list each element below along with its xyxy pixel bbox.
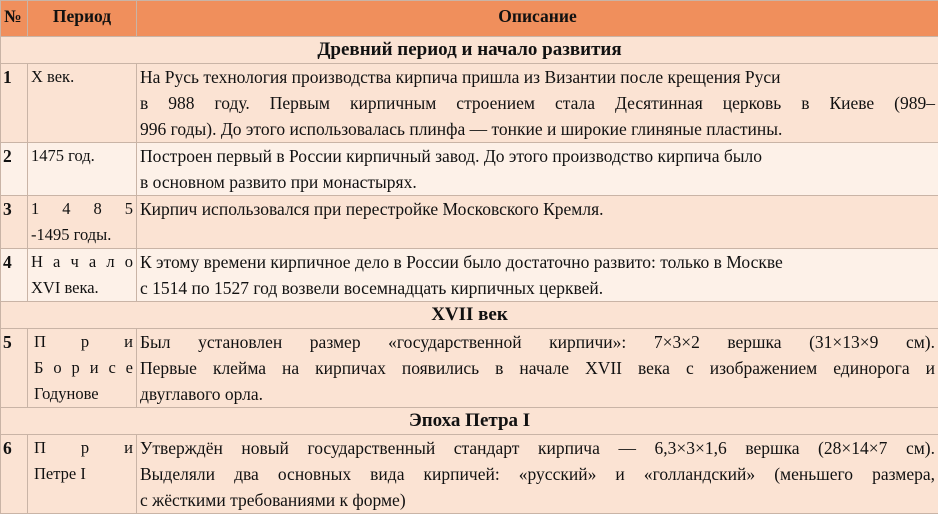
section-row bbox=[1, 302, 938, 329]
row-period bbox=[28, 435, 137, 514]
section-ancient: Древний период и начало развития bbox=[1, 37, 938, 64]
desc-line: Выделяли два основных вида кирпичей: «русский» и «голландский» (меньшего размера, bbox=[140, 461, 935, 487]
desc-line: Был установлен размер «государственной кирпичи»: 7×3×2 вершка (31×13×9 см). bbox=[140, 329, 935, 355]
desc-line: Утверждён новый государственный стандарт кирпича — 6,3×3×1,6 вершка (28×14×7 см). bbox=[140, 435, 935, 461]
period-line: Н а ч а л о bbox=[31, 249, 133, 275]
desc-line: с жёсткими требованиями к форме) bbox=[140, 487, 935, 513]
row-description bbox=[137, 143, 938, 196]
desc-line: в 988 году. Первым кирпичным строением стала Десятинная церковь в Киеве (989– bbox=[140, 90, 935, 116]
row-period bbox=[28, 249, 137, 302]
period-line: 1 4 8 5 bbox=[31, 196, 133, 222]
header-period: Период bbox=[28, 1, 137, 37]
row-num: 4 bbox=[1, 249, 28, 302]
period-line: П р и bbox=[34, 329, 133, 355]
section-row bbox=[1, 37, 938, 64]
desc-line: Построен первый в России кирпичный завод. До этого производство кирпича было bbox=[140, 143, 935, 169]
row-num: 5 bbox=[1, 329, 28, 408]
row-num: 3 bbox=[1, 196, 28, 249]
row-description bbox=[137, 435, 938, 514]
desc-line: двуглавого орла. bbox=[140, 381, 935, 407]
table-row bbox=[1, 249, 938, 302]
table-row bbox=[1, 143, 938, 196]
desc-line: с 1514 по 1527 год возвели восемнадцать кирпичных церквей. bbox=[140, 275, 935, 301]
period-line: Петре I bbox=[34, 461, 133, 487]
row-description bbox=[137, 329, 938, 408]
period-line: Годунове bbox=[34, 381, 133, 407]
row-period bbox=[28, 143, 137, 196]
section-peter-era: Эпоха Петра I bbox=[1, 408, 938, 435]
section-17th-century: XVII век bbox=[1, 302, 938, 329]
header-num: № bbox=[1, 1, 28, 37]
row-num: 1 bbox=[1, 64, 28, 143]
table-row bbox=[1, 435, 938, 514]
period-line: 1475 год. bbox=[31, 143, 133, 169]
row-description bbox=[137, 196, 938, 249]
period-line: П р и bbox=[34, 435, 133, 461]
period-line: X век. bbox=[31, 64, 133, 90]
row-period bbox=[28, 196, 137, 249]
desc-line: Первые клейма на кирпичах появились в начале XVII века с изображением единорога и bbox=[140, 355, 935, 381]
desc-line: 996 годы). До этого использовалась плинфа — тонкие и широкие глиняные пластины. bbox=[140, 116, 935, 142]
row-num: 6 bbox=[1, 435, 28, 514]
section-row bbox=[1, 408, 938, 435]
row-period bbox=[28, 329, 137, 408]
period-line: -1495 годы. bbox=[31, 222, 133, 248]
row-description bbox=[137, 64, 938, 143]
header-row bbox=[1, 1, 938, 37]
desc-line: К этому времени кирпичное дело в России было достаточно развито: только в Москве bbox=[140, 249, 935, 275]
row-num: 2 bbox=[1, 143, 28, 196]
desc-line: Кирпич использовался при перестройке Московского Кремля. bbox=[140, 196, 935, 222]
row-description bbox=[137, 249, 938, 302]
table-row bbox=[1, 64, 938, 143]
row-period bbox=[28, 64, 137, 143]
desc-line: в основном развито при монастырях. bbox=[140, 169, 935, 195]
table-row bbox=[1, 196, 938, 249]
desc-line: На Русь технология производства кирпича пришла из Византии после крещения Руси bbox=[140, 64, 935, 90]
period-line: Б о р и с е bbox=[34, 355, 133, 381]
table-row bbox=[1, 329, 938, 408]
header-description: Описание bbox=[137, 1, 938, 37]
period-line: XVI века. bbox=[31, 275, 133, 301]
